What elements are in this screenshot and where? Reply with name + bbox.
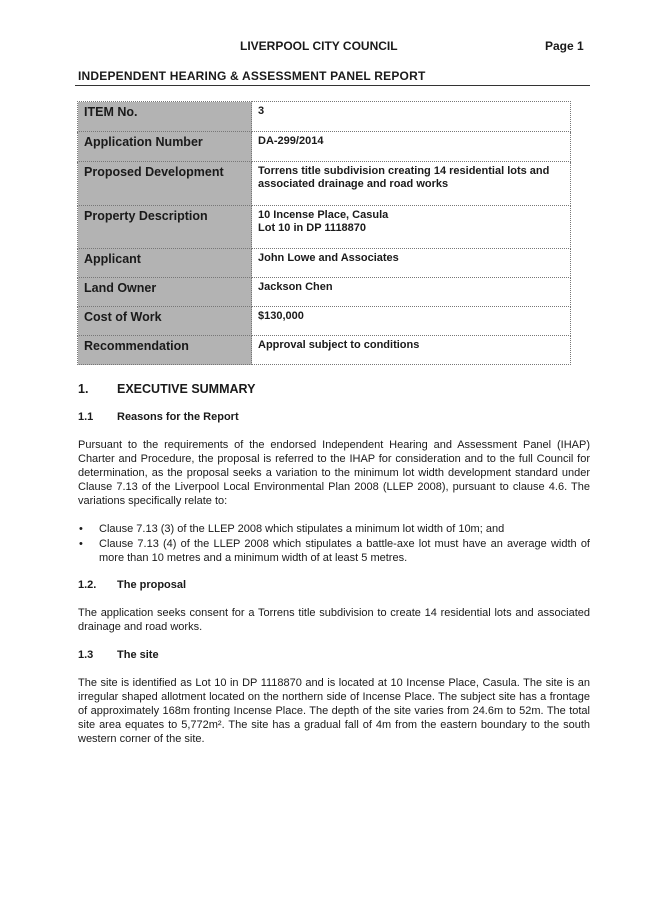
header-report-title: INDEPENDENT HEARING & ASSESSMENT PANEL REPORT <box>78 69 426 83</box>
summary-row-value <box>252 307 571 336</box>
summary-table-row <box>78 249 571 278</box>
summary-table-row <box>78 278 571 307</box>
summary-table <box>77 101 571 365</box>
section-1-2-number: 1.2. <box>78 579 97 591</box>
section-1-3-title: The site <box>117 649 159 661</box>
summary-value-line: Jackson Chen <box>258 281 333 293</box>
summary-row-value <box>252 336 571 365</box>
variation-bullet-list <box>78 522 590 566</box>
summary-row-value <box>252 102 571 132</box>
section-1-number: 1. <box>78 382 89 396</box>
section-1-3-paragraph: The site is identified as Lot 10 in DP 1118870 and is located at 10 Incense Place, Casula. The site is an irregular shaped allotment located on the northern side of Incense Place. The subject site has a frontage of approximately 168m fronting Incense Place. The depth of the site varies from 24.6m to 52m. The total site area equates to 5,772m². The site has a gradual fall of 4m from the eastern boundary to the south western corner of the site. <box>78 677 590 745</box>
section-1-2-heading <box>78 579 186 591</box>
summary-row-label: Property Description <box>78 206 252 249</box>
summary-value-line: 10 Incense Place, Casula <box>258 209 389 221</box>
summary-row-value <box>252 278 571 307</box>
summary-row-label: Applicant <box>78 249 252 278</box>
summary-row-value <box>252 249 571 278</box>
section-1-1-paragraph: Pursuant to the requirements of the endorsed Independent Hearing and Assessment Panel (IHAP) Charter and Procedure, the proposal is referred to the IHAP for consideration and to the full Council for determination, as the proposal seeks a variation to the minimum lot width development standard under Clause 7.13 of the Liverpool Local Environmental Plan 2008 (LLEP 2008), pursuant to clause 4.6. The variations specifically relate to: <box>78 439 590 507</box>
section-1-3-number: 1.3 <box>78 649 94 661</box>
summary-table-row <box>78 307 571 336</box>
section-1-3-heading <box>78 649 159 661</box>
bullet-glyph: • <box>79 523 83 535</box>
section-1-1-title: Reasons for the Report <box>117 411 239 423</box>
summary-row-label: ITEM No. <box>78 102 252 132</box>
section-1-1-heading <box>78 411 239 423</box>
summary-row-label: Application Number <box>78 132 252 162</box>
header-rule <box>75 85 590 86</box>
summary-value-line: John Lowe and Associates <box>258 252 399 264</box>
summary-value-line: $130,000 <box>258 310 304 322</box>
bullet-text: Clause 7.13 (3) of the LLEP 2008 which stipulates a minimum lot width of 10m; and <box>99 523 505 535</box>
section-1-2-title: The proposal <box>117 579 187 591</box>
section-1-2-paragraph: The application seeks consent for a Torrens title subdivision to create 14 residential lots and associated drainage and road works. <box>78 607 590 633</box>
summary-value-line: DA-299/2014 <box>258 135 324 147</box>
header-council-name: LIVERPOOL CITY COUNCIL <box>240 39 398 53</box>
summary-value-line: Torrens title subdivision creating 14 residential lots and associated drainage and road works <box>258 165 550 190</box>
bullet-item <box>78 537 590 565</box>
summary-row-label: Recommendation <box>78 336 252 365</box>
summary-row-label: Proposed Development <box>78 162 252 206</box>
summary-row-value <box>252 206 571 249</box>
summary-table-row <box>78 206 571 249</box>
summary-value-line: 3 <box>258 105 265 117</box>
bullet-item <box>78 522 590 536</box>
summary-row-value <box>252 162 571 206</box>
summary-value-line: Approval subject to conditions <box>258 339 420 351</box>
bullet-glyph: • <box>79 538 83 550</box>
summary-table-row <box>78 336 571 365</box>
summary-table-row <box>78 132 571 162</box>
summary-table-row <box>78 102 571 132</box>
section-1-title: EXECUTIVE SUMMARY <box>117 382 256 396</box>
section-1-1-number: 1.1 <box>78 411 94 423</box>
summary-row-label: Cost of Work <box>78 307 252 336</box>
summary-row-label: Land Owner <box>78 278 252 307</box>
section-1-heading <box>78 382 255 396</box>
bullet-text: Clause 7.13 (4) of the LLEP 2008 which stipulates a battle-axe lot must have an average width of more than 10 metres and a minimum width of at least 5 metres. <box>99 538 590 564</box>
summary-value-line: Lot 10 in DP 1118870 <box>258 222 367 234</box>
summary-table-row <box>78 162 571 206</box>
header-page-number: Page 1 <box>545 39 584 53</box>
summary-row-value <box>252 132 571 162</box>
